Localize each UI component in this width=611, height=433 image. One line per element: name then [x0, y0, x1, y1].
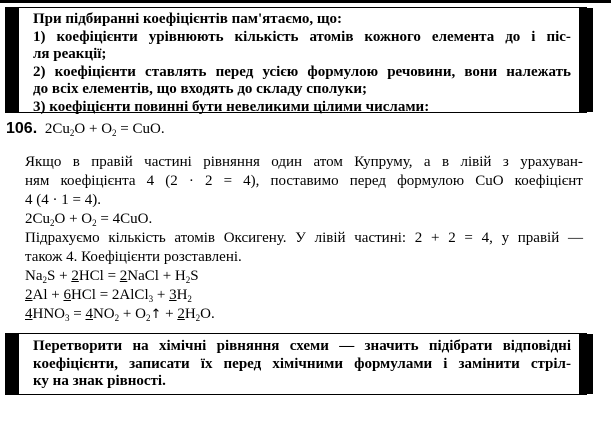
- summary-line: ку на знак рівності.: [33, 373, 166, 389]
- equation-2: $2Cu_2O + O_2 = 4CuO$.: [25, 211, 153, 228]
- equation-4: 2Al + 6HCl = 2AlCl$_3$ + $3H_2$: [25, 287, 192, 304]
- up-arrow-icon: ↑: [150, 307, 162, 322]
- summary-box-right-bar: [579, 334, 593, 394]
- exercise-row: [6, 120, 165, 138]
- rule-line: ля реакції;: [33, 46, 107, 62]
- equation-5: $4HNO_3 = 4NO_2$ + $O_2↑ + 2H_2O$.: [25, 306, 215, 323]
- exercise-equation: $2Cu_2O + O_2$ = CuO.: [44, 121, 165, 138]
- exercise-number: 106.: [6, 120, 38, 137]
- rule-line: При підбиранні коефіцієнтів пам'ятаємо, що:: [33, 11, 342, 27]
- summary-line: коефіцієнти, записати їх перед хімічними формулами і замінити стріл-: [33, 355, 571, 372]
- text-line: 4 (4 · 1 = 4).: [25, 192, 101, 208]
- text-line: також 4. Коефіцієнти розставлені.: [25, 249, 242, 265]
- summary-line: Перетворити на хімічні рівняння схеми — значить підібрати відповідні: [33, 338, 571, 354]
- summary-box: [5, 333, 587, 395]
- summary-box-left-bar: [5, 334, 19, 394]
- rule-box-right-bar: [579, 8, 593, 112]
- text-line: Якщо в правій частині рівняння один атом Купруму, а в лівій з урахуван-: [25, 154, 583, 170]
- text-line: ням коефіцієнта 4 (2 · 2 = 4), поставимо перед формулою CuO коефіцієнт: [25, 173, 583, 189]
- rule-line: до всіх елементів, що входять до складу сполуки;: [33, 81, 368, 97]
- text-line: Підрахуємо кількість атомів Оксигену. У лівій частині: 2 + 2 = 4, у правій —: [25, 230, 583, 246]
- top-rule: [0, 0, 611, 3]
- equation-3: $Na_2S + 2HCl$ = 2NaCl + $H_2S$: [25, 268, 199, 285]
- rule-box-left-bar: [5, 8, 19, 112]
- rule-line: 1) коефіцієнти урівнюють кількість атомів кожного елемента до і піс-: [33, 28, 571, 45]
- solution-text: [25, 153, 583, 324]
- rule-box: [5, 7, 587, 113]
- rule-line: 2) коефіцієнти ставлять перед усією формулою речовини, вони належать: [33, 63, 571, 80]
- rule-line: 3) коефіцієнти повинні бути невеликими цілими числами:: [33, 98, 430, 115]
